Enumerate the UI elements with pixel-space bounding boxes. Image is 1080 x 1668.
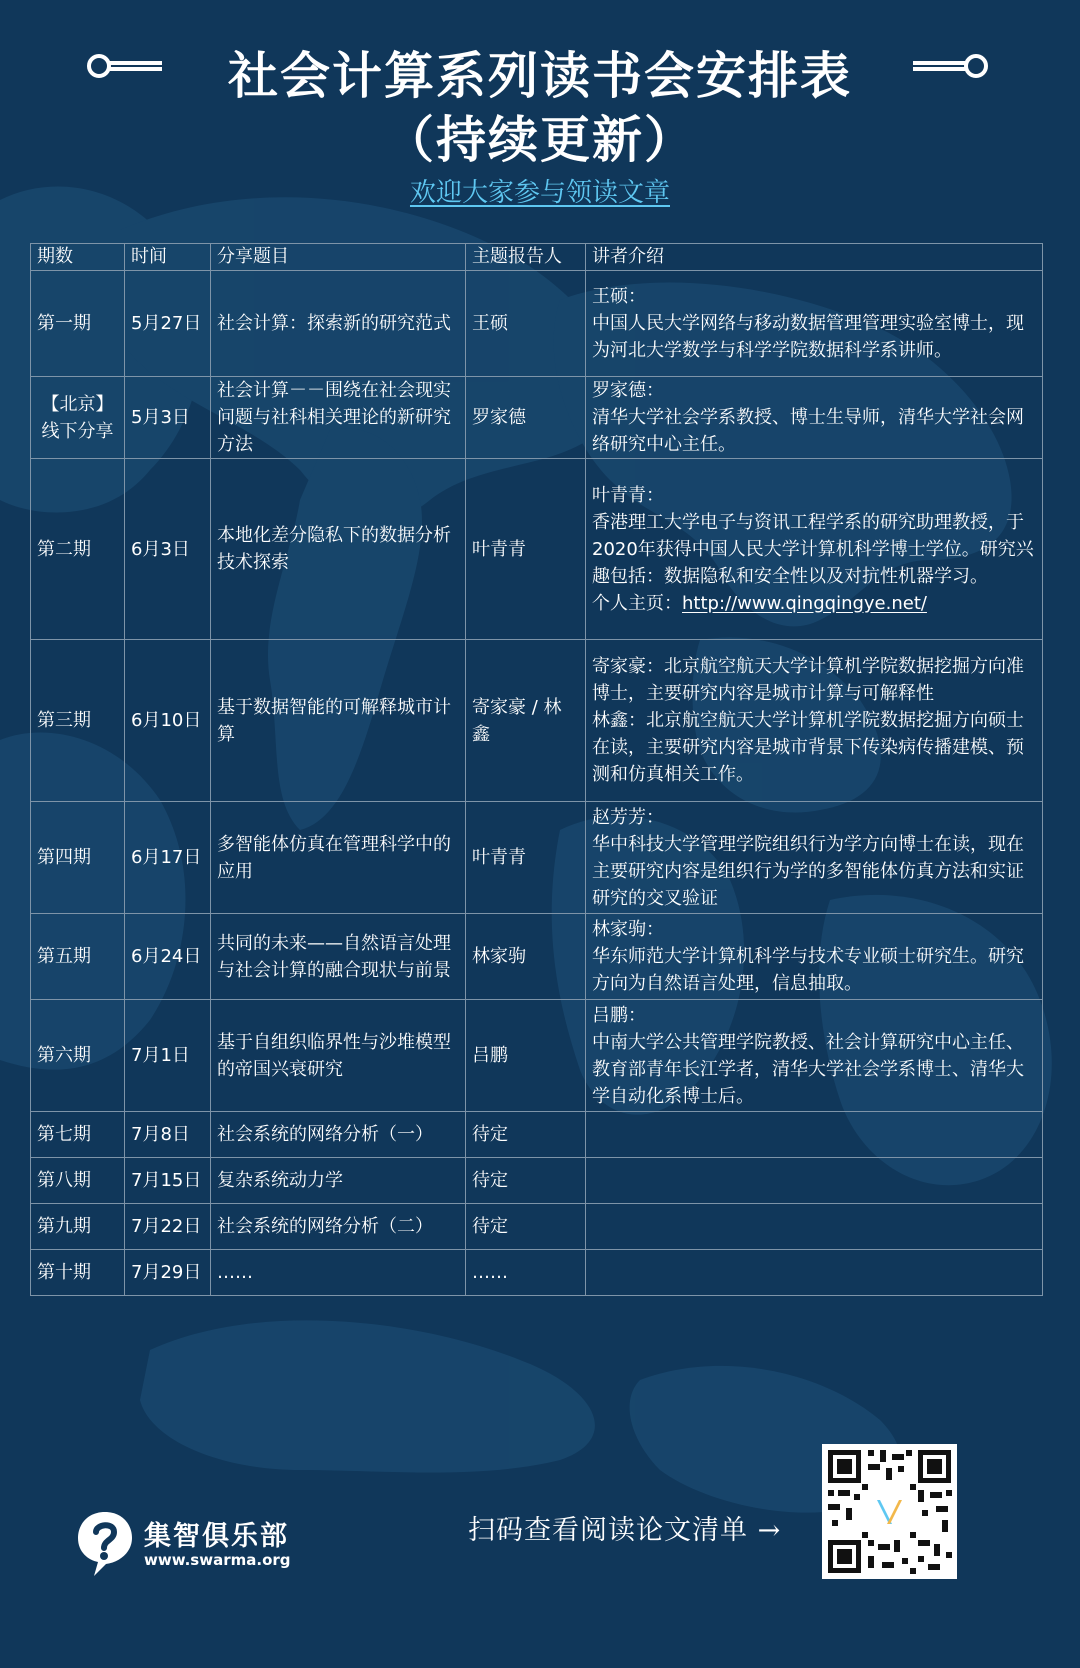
invite-link[interactable]: 欢迎大家参与领读文章: [409, 178, 670, 208]
cell-date: 7月29日: [125, 1250, 211, 1296]
cell-intro: [586, 802, 1043, 914]
intro-text: 寄家豪：北京航空航天大学计算机学院数据挖掘方向准博士，主要研究内容是城市计算与可解释性: [592, 656, 1024, 704]
cell-period: 【北京】线下分享: [31, 377, 125, 459]
intro-name: 罗家德：: [592, 380, 664, 401]
intro-name: 王硕：: [592, 286, 646, 307]
cell-intro: [586, 640, 1043, 802]
table-header-row: [31, 244, 1043, 271]
cell-date: 6月17日: [125, 802, 211, 914]
cell-speaker: 叶青青: [466, 802, 586, 914]
cell-intro: [586, 271, 1043, 377]
cell-topic: 社会计算－－围绕在社会现实问题与社科相关理论的新研究方法: [211, 377, 466, 459]
intro-text: 中国人民大学网络与移动数据管理管理实验室博士，现为河北大学数学与科学学院数据科学系讲师。: [592, 313, 1024, 361]
cell-speaker: 王硕: [466, 271, 586, 377]
cell-period: 第六期: [31, 1000, 125, 1112]
cell-period: 第四期: [31, 802, 125, 914]
intro-text: 华中科技大学管理学院组织行为学方向博士在读，现在主要研究内容是组织行为学的多智能体仿真方法和实证研究的交叉验证: [592, 833, 1024, 909]
cell-date: 5月3日: [125, 377, 211, 459]
intro-name: 叶青青：: [592, 484, 664, 506]
table-row: [31, 1158, 1043, 1204]
cell-speaker: 寄家豪 / 林鑫: [466, 640, 586, 802]
cell-speaker: 待定: [466, 1112, 586, 1158]
column-header-topic: 分享题目: [211, 244, 466, 271]
cell-speaker: 吕鹏: [466, 1000, 586, 1112]
table-row: [31, 1204, 1043, 1250]
cell-intro: [586, 1158, 1043, 1204]
cell-topic: ……: [211, 1250, 466, 1296]
homepage-link[interactable]: http://www.qingqingye.net/: [682, 592, 927, 614]
column-header-intro: 讲者介绍: [586, 244, 1043, 271]
cell-date: 6月10日: [125, 640, 211, 802]
cell-topic: 多智能体仿真在管理科学中的应用: [211, 802, 466, 914]
intro-name: 赵芳芳：: [592, 806, 664, 828]
cell-intro: [586, 1250, 1043, 1296]
table-row: [31, 1000, 1043, 1112]
intro-text: 华东师范大学计算机科学与技术专业硕士研究生。研究方向为自然语言处理，信息抽取。: [592, 946, 1024, 994]
cell-speaker: 罗家德: [466, 377, 586, 459]
homepage-line: [592, 590, 1036, 617]
logo-name: 集智俱乐部: [144, 1521, 289, 1552]
intro-text: 香港理工大学电子与资讯工程学系的研究助理教授，于2020年获得中国人民大学计算机科学博士学位。研究兴趣包括：数据隐私和安全性以及对抗性机器学习。: [592, 511, 1034, 587]
cell-period: 第八期: [31, 1158, 125, 1204]
table-row: [31, 377, 1043, 459]
cell-date: 6月3日: [125, 459, 211, 640]
table-row: [31, 271, 1043, 377]
table-row: [31, 1112, 1043, 1158]
cell-intro: [586, 377, 1043, 459]
table-row: [31, 914, 1043, 1000]
cell-date: 7月22日: [125, 1204, 211, 1250]
cell-topic: 基于数据智能的可解释城市计算: [211, 640, 466, 802]
intro-name: 林家驹：: [592, 919, 664, 940]
schedule-table: [30, 243, 1043, 1296]
intro-text: 中南大学公共管理学院教授、社会计算研究中心主任、教育部青年长江学者，清华大学社会学系博士、清华大学自动化系博士后。: [592, 1031, 1024, 1107]
table-row: [31, 640, 1043, 802]
cell-speaker: 林家驹: [466, 914, 586, 1000]
cell-topic: 社会系统的网络分析（二）: [211, 1204, 466, 1250]
page-title: 社会计算系列读书会安排表: [228, 47, 852, 105]
cell-period: 第五期: [31, 914, 125, 1000]
cell-period: 第二期: [31, 459, 125, 640]
cell-period: 第九期: [31, 1204, 125, 1250]
cell-date: 6月24日: [125, 914, 211, 1000]
column-header-period: 期数: [31, 244, 125, 271]
table-row: [31, 459, 1043, 640]
cell-date: 7月1日: [125, 1000, 211, 1112]
cell-intro: [586, 914, 1043, 1000]
cell-topic: 本地化差分隐私下的数据分析技术探索: [211, 459, 466, 640]
cell-topic: 共同的未来——自然语言处理与社会计算的融合现状与前景: [211, 914, 466, 1000]
intro-name: 吕鹏：: [592, 1004, 646, 1026]
cell-intro: [586, 1204, 1043, 1250]
cell-date: 7月8日: [125, 1112, 211, 1158]
cell-period: 第三期: [31, 640, 125, 802]
cell-topic: 复杂系统动力学: [211, 1158, 466, 1204]
intro-text: 林鑫：北京航空航天大学计算机学院数据挖掘方向硕士在读，主要研究内容是城市背景下传染病传播建模、预测和仿真相关工作。: [592, 710, 1024, 785]
homepage-label: 个人主页：: [592, 592, 682, 614]
cell-topic: 社会系统的网络分析（一）: [211, 1112, 466, 1158]
qr-code[interactable]: [822, 1444, 957, 1579]
cell-speaker: ……: [466, 1250, 586, 1296]
intro-text: 清华大学社会学系教授、博士生导师，清华大学社会网络研究中心主任。: [592, 407, 1024, 455]
column-header-speaker: 主题报告人: [466, 244, 586, 271]
cell-intro: [586, 1000, 1043, 1112]
table-row: [31, 1250, 1043, 1296]
column-header-date: 时间: [125, 244, 211, 271]
cell-topic: 基于自组织临界性与沙堆模型的帝国兴衰研究: [211, 1000, 466, 1112]
cell-period: 第七期: [31, 1112, 125, 1158]
cell-speaker: 待定: [466, 1204, 586, 1250]
cell-speaker: 叶青青: [466, 459, 586, 640]
cell-period: 第一期: [31, 271, 125, 377]
scan-prompt: 扫码查看阅读论文清单 →: [468, 1515, 782, 1546]
cell-topic: 社会计算：探索新的研究范式: [211, 271, 466, 377]
cell-intro: [586, 1112, 1043, 1158]
cell-date: 5月27日: [125, 271, 211, 377]
page-title-note: （持续更新）: [384, 111, 696, 169]
cell-speaker: 待定: [466, 1158, 586, 1204]
cell-date: 7月15日: [125, 1158, 211, 1204]
swarma-logo-icon: [74, 1508, 136, 1580]
table-row: [31, 802, 1043, 914]
cell-period: 第十期: [31, 1250, 125, 1296]
logo-url[interactable]: www.swarma.org: [144, 1551, 291, 1569]
cell-intro: [586, 459, 1043, 640]
